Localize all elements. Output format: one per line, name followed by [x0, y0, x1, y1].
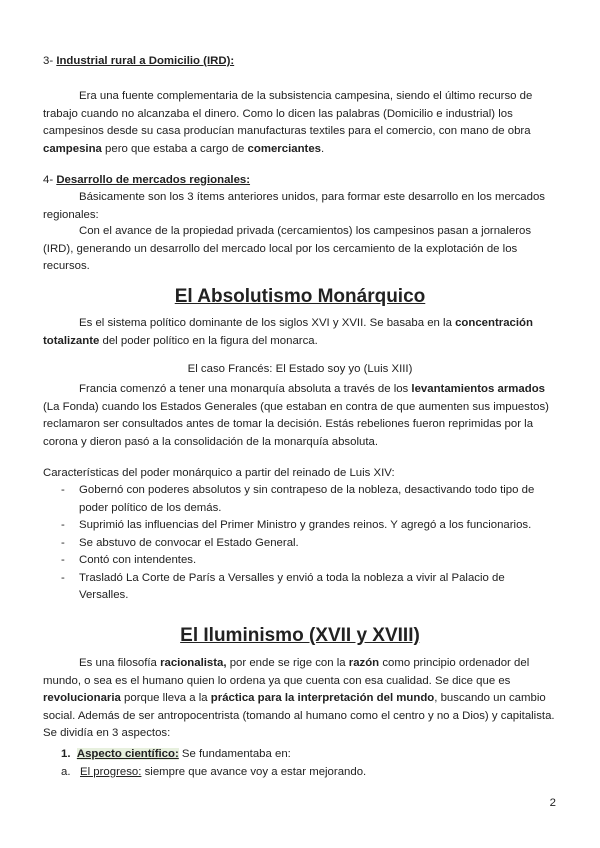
- highlighted-term: Aspecto científico:: [76, 748, 179, 760]
- text-run: por ende se rige con la: [226, 657, 349, 669]
- absolutismo-paragraph-2: [43, 381, 557, 451]
- text-run: Se fundamentaba en:: [178, 748, 291, 760]
- bold-term: razón: [348, 657, 380, 669]
- dash-marker: -: [61, 571, 65, 584]
- list-item-text: Se abstuvo de convocar el Estado General.: [79, 536, 299, 549]
- dash-marker: -: [61, 554, 65, 566]
- list-item: [43, 552, 557, 570]
- bold-term: racionalista,: [160, 657, 227, 669]
- ird-paragraph: [43, 88, 557, 158]
- bold-term: práctica para la interpretación del mundo: [210, 692, 435, 704]
- iluminismo-paragraph: [43, 655, 557, 743]
- section-title: Desarrollo de mercados regionales:: [56, 174, 251, 186]
- list-letter: a.: [61, 766, 71, 778]
- list-item-text: Gobernó con poderes absolutos y sin contrapeso de la nobleza, desactivando todo tipo de poder político de los demás.: [79, 484, 535, 514]
- page-number: 2: [549, 797, 556, 809]
- list-number: 1.: [61, 748, 71, 760]
- bold-term: comerciantes: [247, 142, 321, 155]
- list-item: [43, 570, 557, 605]
- aspect-1: [61, 746, 557, 764]
- section-number: 4-: [43, 174, 54, 186]
- dash-marker: -: [61, 536, 65, 549]
- text-run: , buscando un cambio social. Además de ser antropocentrista (tomando al humano como el centro y no a Dios) y capitalista. Se dividía en 3 aspectos:: [43, 692, 555, 739]
- dash-marker: -: [61, 519, 65, 531]
- heading-iluminismo: El Iluminismo (XVII y XVIII): [180, 625, 420, 646]
- text-run: .: [321, 142, 325, 155]
- text-run: Era una fuente complementaria de la subsistencia campesina, siendo el último recurso de trabajo cuando no alcanzaba el dinero. Como lo dicen las palabras (Domicilio e industrial) los campesinos desde su casa producían manufacturas textiles para el comercio, con mano de obra: [43, 90, 533, 137]
- list-item-text: Contó con intendentes.: [79, 554, 197, 566]
- list-item-text: Suprimió las influencias del Primer Ministro y grandes reinos. Y agregó a los funcionarios.: [79, 519, 532, 531]
- section-ird-heading: [43, 53, 557, 71]
- section-mercados-heading: [43, 172, 557, 190]
- heading-absolutismo: El Absolutismo Monárquico: [174, 286, 426, 307]
- text-run: siempre que avance voy a estar mejorando.: [141, 766, 367, 778]
- section-title: Industrial rural a Domicilio (IRD):: [56, 55, 235, 67]
- text-run: como principio ordenador del mundo, o sea es el humano quien lo ordena ya que cuenta con esa cualidad. Se dice que es: [43, 657, 530, 687]
- bold-term: revolucionaria: [43, 692, 121, 704]
- characteristics-list: [43, 482, 557, 605]
- characteristics-intro: Características del poder monárquico a partir del reinado de Luis XIV:: [43, 467, 395, 479]
- list-item: [43, 535, 557, 553]
- text-run: porque lleva a la: [120, 692, 211, 704]
- bold-term: levantamientos armados: [411, 383, 545, 395]
- bold-term: campesina: [43, 142, 102, 155]
- text-run: (La Fonda) cuando los Estados Generales (que estaban en contra de que aumenten sus impuestos) reclamaron ser consultados antes de tomar la decisión. Estás rebeliones fueron reprimidas por la corona y dieron pasó a la consolidación de la monarquía absoluta.: [43, 400, 549, 448]
- absolutismo-subtitle: El caso Francés: El Estado soy yo (Luis XIII): [187, 363, 413, 375]
- text-run: Es una filosofía: [79, 657, 161, 669]
- sub-item-a: [61, 764, 557, 782]
- list-item: [43, 482, 557, 517]
- bold-term: concentración totalizante: [43, 317, 533, 347]
- list-item: [43, 517, 557, 535]
- mercados-paragraph-1: Básicamente son los 3 ítems anteriores unidos, para formar este desarrollo en los mercados regionales:: [43, 191, 545, 221]
- list-item-text: Trasladó La Corte de París a Versalles y envió a toda la nobleza a vivir al Palacio de Versalles.: [79, 571, 505, 601]
- text-run: Es el sistema político dominante de los siglos XVI y XVII. Se basaba en la: [79, 317, 456, 329]
- dash-marker: -: [61, 484, 65, 496]
- section-number: 3-: [43, 55, 54, 67]
- text-run: Francia comenzó a tener una monarquía absoluta a través de los: [79, 383, 412, 395]
- absolutismo-paragraph-1: [43, 315, 557, 350]
- text-run: pero que estaba a cargo de: [101, 142, 248, 155]
- underlined-term: El progreso:: [80, 766, 142, 778]
- mercados-paragraph-2: Con el avance de la propiedad privada (cercamientos) los campesinos pasan a jornaleros (IRD), generando un desarrollo del mercado local por los cercamiento de la explotación de los recursos.: [43, 225, 532, 272]
- text-run: del poder político en la figura del monarca.: [99, 334, 318, 347]
